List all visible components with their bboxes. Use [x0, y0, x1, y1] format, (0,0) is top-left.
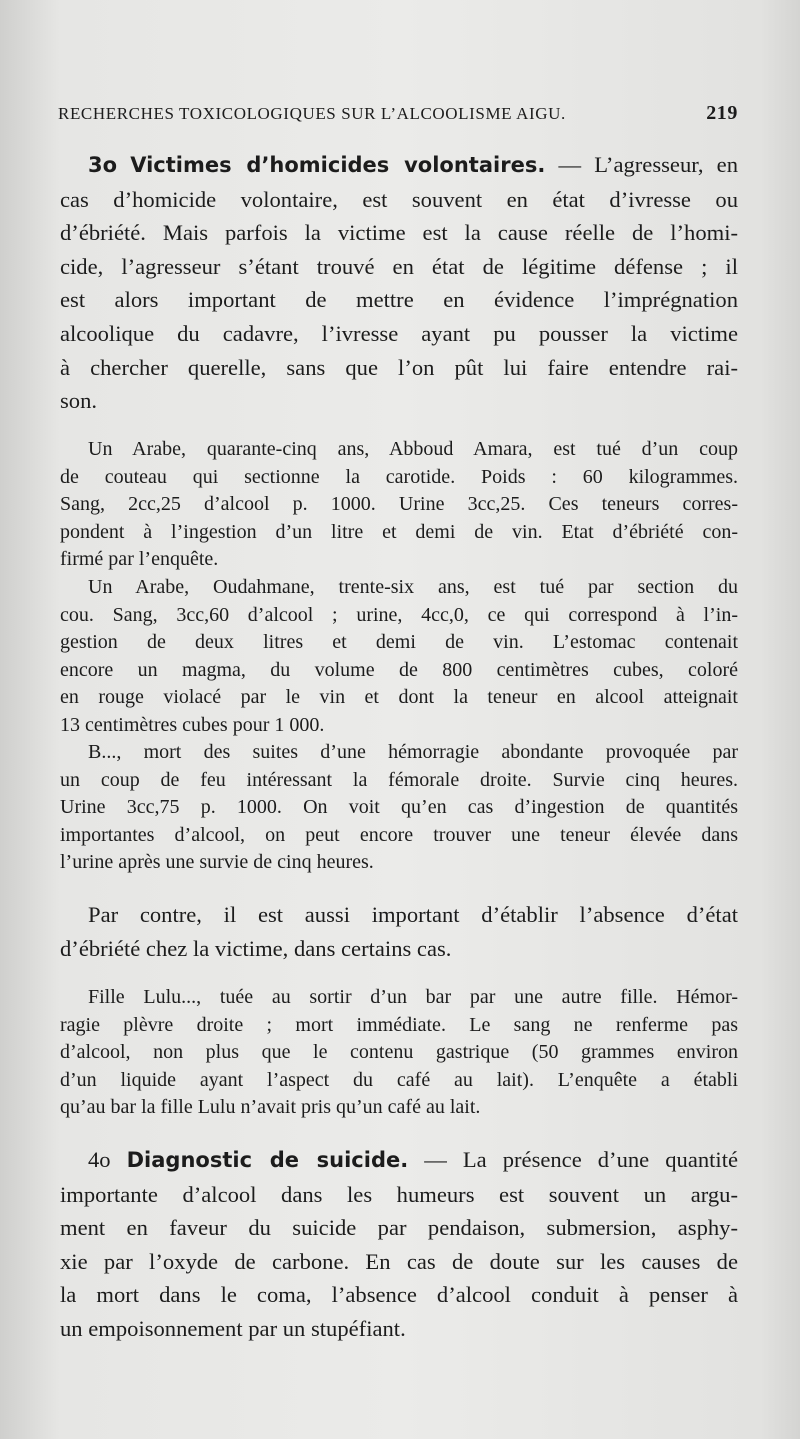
text-line: en rouge violacé par le vin et dont la teneur en alcool atteignait [60, 686, 738, 709]
text-line: son. [60, 388, 98, 414]
running-title: RECHERCHES TOXICOLOGIQUES SUR L’ALCOOLISME AIGU. [58, 104, 566, 123]
text-line: Urine 3cc,75 p. 1000. On voit qu’en cas d’ingestion de quantités [60, 796, 738, 819]
text-line: ragie plèvre droite ; mort immédiate. Le sang ne renferme pas [60, 1013, 738, 1036]
case-fille-lulu [60, 984, 738, 1122]
text-line: importante d’alcool dans les humeurs est souvent un argu- [60, 1181, 738, 1207]
text-line: firmé par l’enquête. [60, 548, 219, 571]
text-line: pondent à l’ingestion d’un litre et demi de vin. Etat d’ébriété con- [60, 520, 738, 543]
text-line: 13 centimètres cubes pour 1 000. [60, 713, 325, 736]
text-line: encore un magma, du volume de 800 centimètres cubes, coloré [60, 658, 738, 681]
text-line: cide, l’agresseur s’étant trouvé en état de légitime défense ; il [60, 253, 738, 279]
text-line: un empoisonnement par un stupéfiant. [60, 1315, 406, 1341]
text-line: alcoolique du cadavre, l’ivresse ayant pu pousser la victime [60, 320, 738, 346]
text-line: d’ébriété. Mais parfois la victime est la cause réelle de l’homi- [60, 220, 738, 246]
text-line: qu’au bar la fille Lulu n’avait pris qu’un café au lait. [60, 1096, 481, 1119]
section-3-number: 3o [88, 153, 118, 177]
section-4-number: 4o [88, 1147, 111, 1172]
text-line: Un Arabe, quarante-cinq ans, Abboud Amara, est tué d’un coup [88, 438, 738, 460]
text-line: Sang, 2cc,25 d’alcool p. 1000. Urine 3cc,25. Ces teneurs corres- [60, 493, 738, 516]
section-4-paragraph [60, 1143, 738, 1346]
text-line: d’ébriété chez la victime, dans certains cas. [60, 935, 452, 961]
contrast-paragraph [60, 898, 738, 965]
text-line: Fille Lulu..., tuée au sortir d’un bar par une autre fille. Hémor- [88, 986, 738, 1008]
section-3-first-line [60, 148, 738, 183]
text-line: la mort dans le coma, l’absence d’alcool conduit à penser à [60, 1282, 738, 1308]
text-line: est alors important de mettre en évidence l’imprégnation [60, 287, 738, 313]
section-3-paragraph [60, 148, 738, 418]
section-4-first-line [60, 1143, 738, 1178]
text-line: — La présence d’une quantité [424, 1147, 739, 1172]
text-line: importantes d’alcool, on peut encore trouver une teneur élevée dans [60, 823, 738, 846]
text-line: — L’agresseur, en [558, 152, 738, 177]
running-header [58, 104, 738, 124]
text-line: l’urine après une survie de cinq heures. [60, 851, 374, 874]
section-3-heading: Victimes d’homicides volontaires. [130, 153, 546, 177]
text-line: Un Arabe, Oudahmane, trente-six ans, est tué par section du [88, 576, 738, 598]
case-oudahmane [60, 574, 738, 740]
section-4-heading: Diagnostic de suicide. [126, 1148, 409, 1172]
text-line: à chercher querelle, sans que l’on pût lui faire entendre rai- [60, 354, 738, 380]
text-line: gestion de deux litres et demi de vin. L’estomac contenait [60, 631, 738, 654]
text-line: d’alcool, non plus que le contenu gastrique (50 grammes environ [60, 1041, 738, 1064]
text-line: B..., mort des suites d’une hémorragie abondante provoquée par [88, 741, 738, 763]
text-line: un coup de feu intéressant la fémorale droite. Survie cinq heures. [60, 768, 738, 791]
case-b [60, 739, 738, 877]
text-line: d’un liquide ayant l’aspect du café au lait). L’enquête a établi [60, 1068, 738, 1091]
text-line: Par contre, il est aussi important d’établir l’absence d’état [88, 902, 738, 927]
text-line: xie par l’oxyde de carbone. En cas de doute sur les causes de [60, 1248, 738, 1274]
text-line: cas d’homicide volontaire, est souvent en état d’ivresse ou [60, 186, 738, 212]
text-line: cou. Sang, 3cc,60 d’alcool ; urine, 4cc,0, ce qui correspond à l’in- [60, 603, 738, 626]
text-line: de couteau qui sectionne la carotide. Poids : 60 kilogrammes. [60, 465, 738, 488]
page-number: 219 [706, 102, 738, 124]
text-line: ment en faveur du suicide par pendaison, submersion, asphy- [60, 1215, 738, 1241]
case-abboud-amara [60, 436, 738, 574]
